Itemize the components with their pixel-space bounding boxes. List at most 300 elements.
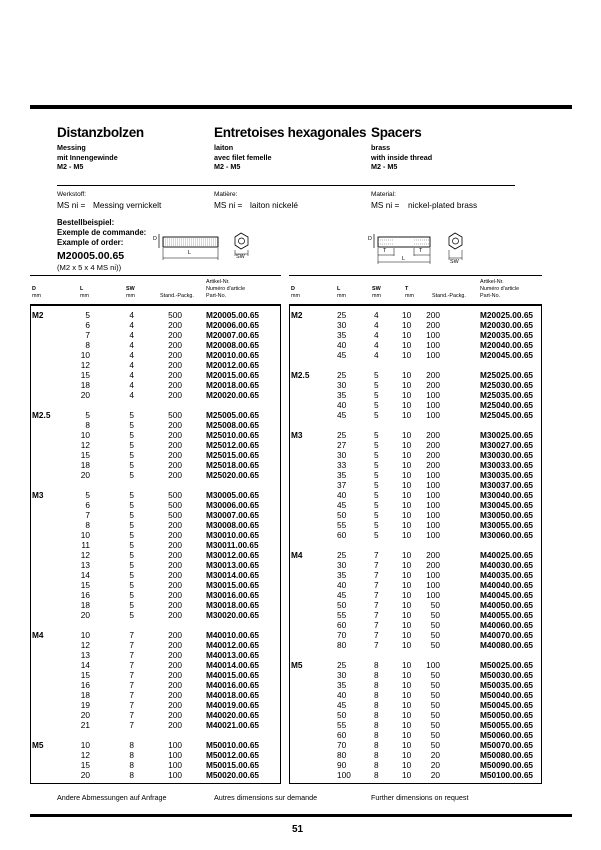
table-row (30, 501, 279, 509)
width-across-flats-cell: 5 (374, 520, 379, 530)
article-number-cell: M40018.00.65 (206, 690, 260, 700)
thread-depth-cell: 10 (402, 520, 412, 530)
article-number-cell: M40045.00.65 (480, 590, 534, 600)
width-across-flats-cell: 8 (374, 770, 379, 780)
article-number-cell: M30014.00.65 (206, 570, 260, 580)
width-across-flats-cell: 4 (129, 340, 134, 350)
width-across-flats-cell: 5 (129, 540, 134, 550)
pack-qty-cell: 50 (430, 720, 440, 730)
pack-qty-cell: 200 (168, 690, 182, 700)
subtitle-en: brass with inside thread M2 - M5 (371, 143, 433, 172)
article-number-cell: M30035.00.65 (480, 470, 534, 480)
length-cell: 10 (80, 430, 90, 440)
material-label-en: Material: (371, 191, 396, 198)
pack-qty-cell: 200 (168, 460, 182, 470)
thread-size-cell: M4 (291, 550, 303, 560)
pack-qty-cell: 200 (168, 720, 182, 730)
thread-size-cell: M2.5 (291, 370, 310, 380)
article-number-cell: M25018.00.65 (206, 460, 260, 470)
thread-size-cell: M3 (32, 490, 44, 500)
table-row (30, 401, 279, 409)
article-number-cell: M50030.00.65 (480, 670, 534, 680)
material-desc-fr: laiton nickelé (250, 200, 298, 210)
article-number-cell: M30015.00.65 (206, 580, 260, 590)
thread-depth-cell: 10 (402, 550, 412, 560)
length-cell: 18 (80, 460, 90, 470)
table-row (289, 621, 540, 629)
width-across-flats-cell: 5 (129, 450, 134, 460)
left-table-body (30, 311, 279, 781)
article-number-cell: M25012.00.65 (206, 440, 260, 450)
length-cell: 40 (337, 690, 347, 700)
table-row (289, 361, 540, 369)
article-number-cell: M30027.00.65 (480, 440, 534, 450)
length-cell: 14 (80, 660, 90, 670)
width-across-flats-cell: 7 (129, 630, 134, 640)
pack-qty-cell: 200 (168, 650, 182, 660)
length-cell: 10 (80, 530, 90, 540)
article-number-cell: M30016.00.65 (206, 590, 260, 600)
table-row (289, 771, 540, 779)
thread-depth-cell: 10 (402, 610, 412, 620)
width-across-flats-cell: 5 (129, 460, 134, 470)
length-cell: 8 (85, 420, 90, 430)
dim-sw-label: SW (236, 254, 245, 260)
table-row (30, 551, 279, 559)
pack-qty-cell: 100 (426, 410, 440, 420)
article-number-cell: M50040.00.65 (480, 690, 534, 700)
pack-qty-cell: 200 (168, 380, 182, 390)
thread-depth-cell: 10 (402, 320, 412, 330)
order-example: Bestellbeispiel: Exemple de commande: Example of order: (57, 218, 147, 247)
pack-qty-cell: 100 (426, 530, 440, 540)
width-across-flats-cell: 5 (374, 450, 379, 460)
length-cell: 40 (337, 580, 347, 590)
pack-qty-cell: 200 (168, 680, 182, 690)
width-across-flats-cell: 8 (374, 730, 379, 740)
thread-depth-cell: 10 (402, 510, 412, 520)
width-across-flats-cell: 4 (129, 390, 134, 400)
thread-size-cell: M4 (32, 630, 44, 640)
pack-qty-cell: 200 (168, 430, 182, 440)
length-cell: 40 (337, 490, 347, 500)
pack-qty-cell: 200 (168, 640, 182, 650)
table-row (30, 391, 279, 399)
table-row (289, 501, 540, 509)
pack-qty-cell: 50 (430, 710, 440, 720)
article-number-cell: M30045.00.65 (480, 500, 534, 510)
length-cell: 13 (80, 560, 90, 570)
footer-note-en: Further dimensions on request (371, 793, 469, 802)
width-across-flats-cell: 7 (129, 660, 134, 670)
article-number-cell: M30008.00.65 (206, 520, 260, 530)
width-across-flats-cell: 8 (374, 660, 379, 670)
pack-qty-cell: 100 (426, 470, 440, 480)
thread-depth-cell: 10 (402, 410, 412, 420)
thread-depth-cell: 10 (402, 740, 412, 750)
pack-qty-cell: 500 (168, 490, 182, 500)
pack-qty-cell: 200 (426, 380, 440, 390)
length-cell: 14 (80, 570, 90, 580)
pack-qty-cell: 100 (426, 590, 440, 600)
width-across-flats-cell: 7 (374, 600, 379, 610)
material-desc-de: Messing vernickelt (93, 200, 162, 210)
article-number-cell: M50020.00.65 (206, 770, 260, 780)
left-col-sw-unit: mm (126, 293, 135, 299)
article-number-cell: M20018.00.65 (206, 380, 260, 390)
width-across-flats-cell: 5 (374, 480, 379, 490)
table-row (30, 581, 279, 589)
width-across-flats-cell: 5 (374, 410, 379, 420)
pack-qty-cell: 100 (426, 660, 440, 670)
left-col-sw: SW (126, 286, 135, 292)
material-label-fr: Matière: (214, 191, 238, 198)
thread-depth-cell: 10 (402, 330, 412, 340)
width-across-flats-cell: 7 (129, 670, 134, 680)
article-number-cell: M25008.00.65 (206, 420, 260, 430)
width-across-flats-cell: 5 (374, 430, 379, 440)
article-number-cell: M20008.00.65 (206, 340, 260, 350)
length-cell: 45 (337, 350, 347, 360)
width-across-flats-cell: 7 (374, 620, 379, 630)
pack-qty-cell: 50 (430, 610, 440, 620)
pack-qty-cell: 200 (168, 420, 182, 430)
pack-qty-cell: 200 (168, 530, 182, 540)
table-row (289, 561, 540, 569)
pack-qty-cell: 50 (430, 680, 440, 690)
table-row (30, 311, 279, 319)
length-cell: 70 (337, 630, 347, 640)
width-across-flats-cell: 5 (129, 510, 134, 520)
width-across-flats-cell: 7 (129, 700, 134, 710)
length-cell: 30 (337, 320, 347, 330)
pack-qty-cell: 50 (430, 740, 440, 750)
table-row (289, 401, 540, 409)
right-table-body (289, 311, 540, 781)
dim-l-label: L (188, 250, 191, 256)
table-row (289, 731, 540, 739)
pack-qty-cell: 500 (168, 410, 182, 420)
article-number-cell: M50050.00.65 (480, 710, 534, 720)
length-cell: 5 (85, 490, 90, 500)
width-across-flats-cell: 5 (129, 470, 134, 480)
table-row (30, 711, 279, 719)
thread-depth-cell: 10 (402, 600, 412, 610)
thread-depth-cell: 10 (402, 350, 412, 360)
right-col-t: T (405, 286, 409, 292)
width-across-flats-cell: 5 (374, 440, 379, 450)
table-row (30, 691, 279, 699)
length-cell: 90 (337, 760, 347, 770)
length-cell: 20 (80, 390, 90, 400)
length-cell: 45 (337, 410, 347, 420)
pack-qty-cell: 50 (430, 700, 440, 710)
pack-qty-cell: 100 (426, 340, 440, 350)
length-cell: 20 (80, 710, 90, 720)
article-number-cell: M40014.00.65 (206, 660, 260, 670)
article-number-cell: M40055.00.65 (480, 610, 534, 620)
left-article-header: Artikel-Nr. Numéro d'article Part-No. (206, 279, 246, 300)
table-row (289, 471, 540, 479)
length-cell: 33 (337, 460, 347, 470)
article-number-cell: M50025.00.65 (480, 660, 534, 670)
pack-qty-cell: 200 (168, 570, 182, 580)
thread-depth-cell: 10 (402, 460, 412, 470)
pack-qty-cell: 50 (430, 620, 440, 630)
length-cell: 60 (337, 620, 347, 630)
thread-depth-cell: 10 (402, 310, 412, 320)
width-across-flats-cell: 5 (374, 470, 379, 480)
pack-qty-cell: 100 (426, 510, 440, 520)
width-across-flats-cell: 5 (129, 580, 134, 590)
material-desc-en: nickel-plated brass (408, 200, 478, 210)
right-col-pack: Stand.-Packg. (432, 293, 466, 299)
length-cell: 50 (337, 710, 347, 720)
length-cell: 50 (337, 510, 347, 520)
title-en: Spacers (371, 125, 422, 140)
pack-qty-cell: 20 (430, 750, 440, 760)
article-number-cell: M50055.00.65 (480, 720, 534, 730)
thread-depth-cell: 10 (402, 500, 412, 510)
article-number-cell: M40025.00.65 (480, 550, 534, 560)
footer-note-de: Andere Abmessungen auf Anfrage (57, 793, 167, 802)
width-across-flats-cell: 8 (374, 750, 379, 760)
length-cell: 70 (337, 740, 347, 750)
page-number: 51 (292, 824, 304, 835)
length-cell: 13 (80, 650, 90, 660)
table-row (30, 621, 279, 629)
pack-qty-cell: 200 (426, 430, 440, 440)
thread-depth-cell: 10 (402, 480, 412, 490)
table-row (289, 321, 540, 329)
top-rule (30, 105, 572, 109)
pack-qty-cell: 100 (426, 350, 440, 360)
pack-qty-cell: 200 (168, 440, 182, 450)
length-cell: 15 (80, 450, 90, 460)
table-row (30, 381, 279, 389)
length-cell: 7 (85, 330, 90, 340)
length-cell: 80 (337, 640, 347, 650)
article-number-cell: M30050.00.65 (480, 510, 534, 520)
table-row (30, 341, 279, 349)
table-row (289, 641, 540, 649)
width-across-flats-cell: 8 (374, 740, 379, 750)
width-across-flats-cell: 4 (129, 360, 134, 370)
length-cell: 25 (337, 370, 347, 380)
width-across-flats-cell: 5 (129, 610, 134, 620)
pack-qty-cell: 100 (426, 500, 440, 510)
thread-depth-cell: 10 (402, 700, 412, 710)
article-number-cell: M25020.00.65 (206, 470, 260, 480)
width-across-flats-cell: 5 (374, 370, 379, 380)
length-cell: 6 (85, 320, 90, 330)
thread-depth-cell: 10 (402, 690, 412, 700)
pack-qty-cell: 200 (168, 630, 182, 640)
article-number-cell: M25015.00.65 (206, 450, 260, 460)
width-across-flats-cell: 7 (374, 570, 379, 580)
width-across-flats-cell: 4 (129, 320, 134, 330)
width-across-flats-cell: 5 (129, 490, 134, 500)
length-cell: 40 (337, 400, 347, 410)
length-cell: 8 (85, 340, 90, 350)
article-number-cell: M25035.00.65 (480, 390, 534, 400)
left-col-d: D (32, 286, 36, 292)
thread-depth-cell: 10 (402, 620, 412, 630)
table-row (289, 411, 540, 419)
width-across-flats-cell: 4 (374, 310, 379, 320)
table-row (289, 371, 540, 379)
article-number-cell: M30010.00.65 (206, 530, 260, 540)
article-number-cell: M30011.00.65 (206, 540, 259, 550)
thread-depth-cell: 10 (402, 530, 412, 540)
article-number-cell: M20010.00.65 (206, 350, 260, 360)
thread-depth-cell: 10 (402, 630, 412, 640)
article-number-cell: M40020.00.65 (206, 710, 260, 720)
thread-depth-cell: 10 (402, 370, 412, 380)
pack-qty-cell: 200 (168, 540, 182, 550)
length-cell: 18 (80, 600, 90, 610)
left-col-l-unit: mm (80, 293, 89, 299)
pack-qty-cell: 200 (168, 450, 182, 460)
width-across-flats-cell: 7 (129, 720, 134, 730)
right-col-t-unit: mm (405, 293, 414, 299)
table-row (30, 321, 279, 329)
order-spec: (M2 x 5 x 4 MS ni)) (57, 263, 122, 272)
pack-qty-cell: 50 (430, 670, 440, 680)
article-number-cell: M40035.00.65 (480, 570, 534, 580)
pack-qty-cell: 200 (168, 710, 182, 720)
article-number-cell: M30013.00.65 (206, 560, 260, 570)
article-number-cell: M30012.00.65 (206, 550, 260, 560)
article-number-cell: M25010.00.65 (206, 430, 260, 440)
pack-qty-cell: 50 (430, 690, 440, 700)
pack-qty-cell: 500 (168, 510, 182, 520)
pack-qty-cell: 500 (168, 310, 182, 320)
width-across-flats-cell: 5 (129, 420, 134, 430)
pack-qty-cell: 50 (430, 730, 440, 740)
length-cell: 20 (80, 470, 90, 480)
width-across-flats-cell: 4 (374, 320, 379, 330)
length-cell: 35 (337, 570, 347, 580)
table-row (30, 421, 279, 429)
pack-qty-cell: 200 (168, 580, 182, 590)
article-number-cell: M25030.00.65 (480, 380, 534, 390)
thread-depth-cell: 10 (402, 560, 412, 570)
table-row (30, 521, 279, 529)
width-across-flats-cell: 5 (129, 530, 134, 540)
right-col-d: D (291, 286, 295, 292)
right-col-sw: SW (372, 286, 381, 292)
table-row (30, 531, 279, 539)
pack-qty-cell: 200 (426, 370, 440, 380)
table-row (30, 671, 279, 679)
width-across-flats-cell: 8 (129, 750, 134, 760)
left-col-l: L (80, 286, 84, 292)
thread-depth-cell: 10 (402, 660, 412, 670)
pack-qty-cell: 200 (168, 590, 182, 600)
table-row (30, 361, 279, 369)
width-across-flats-cell: 7 (374, 630, 379, 640)
length-cell: 16 (80, 680, 90, 690)
table-row (289, 531, 540, 539)
length-cell: 5 (85, 410, 90, 420)
length-cell: 10 (80, 630, 90, 640)
table-row (289, 611, 540, 619)
width-across-flats-cell: 7 (129, 680, 134, 690)
material-code-en: MS ni = (371, 200, 400, 210)
article-number-cell: M20012.00.65 (206, 360, 260, 370)
article-number-cell: M50010.00.65 (206, 740, 260, 750)
table-row (30, 651, 279, 659)
article-number-cell: M50090.00.65 (480, 760, 534, 770)
width-across-flats-cell: 7 (374, 580, 379, 590)
length-cell: 37 (337, 480, 347, 490)
table-row (289, 581, 540, 589)
pack-qty-cell: 200 (168, 560, 182, 570)
thread-depth-cell: 10 (402, 680, 412, 690)
table-row (289, 681, 540, 689)
width-across-flats-cell: 5 (374, 510, 379, 520)
width-across-flats-cell: 8 (129, 770, 134, 780)
table-row (289, 511, 540, 519)
length-cell: 12 (80, 360, 90, 370)
table-row (30, 571, 279, 579)
pack-qty-cell: 200 (168, 470, 182, 480)
material-code-fr: MS ni = (214, 200, 243, 210)
pack-qty-cell: 100 (426, 570, 440, 580)
pack-qty-cell: 500 (168, 500, 182, 510)
thread-size-cell: M3 (291, 430, 303, 440)
title-fr: Entretoises hexagonales (214, 125, 367, 140)
thread-size-cell: M5 (32, 740, 44, 750)
thread-depth-cell: 10 (402, 380, 412, 390)
table-row (30, 681, 279, 689)
pack-qty-cell: 200 (168, 340, 182, 350)
length-cell: 45 (337, 590, 347, 600)
article-number-cell: M30006.00.65 (206, 500, 260, 510)
width-across-flats-cell: 8 (374, 710, 379, 720)
table-row (289, 481, 540, 489)
length-cell: 50 (337, 600, 347, 610)
table-row (289, 751, 540, 759)
article-number-cell: M30005.00.65 (206, 490, 260, 500)
article-number-cell: M40080.00.65 (480, 640, 534, 650)
table-row (289, 431, 540, 439)
right-col-l-unit: mm (337, 293, 346, 299)
length-cell: 18 (80, 380, 90, 390)
length-cell: 35 (337, 470, 347, 480)
left-col-pack: Stand.-Packg. (160, 293, 194, 299)
table-row (289, 591, 540, 599)
article-number-cell: M40019.00.65 (206, 700, 260, 710)
width-across-flats-cell: 8 (374, 700, 379, 710)
table-row (30, 431, 279, 439)
width-across-flats-cell: 7 (129, 640, 134, 650)
table-row (289, 311, 540, 319)
width-across-flats-cell: 5 (374, 490, 379, 500)
dim-d-label: D (368, 236, 372, 242)
width-across-flats-cell: 5 (129, 560, 134, 570)
table-row (30, 441, 279, 449)
article-number-cell: M50045.00.65 (480, 700, 534, 710)
article-number-cell: M50070.00.65 (480, 740, 534, 750)
spacer-drawing-short (150, 226, 262, 266)
width-across-flats-cell: 5 (129, 550, 134, 560)
pack-qty-cell: 100 (426, 480, 440, 490)
width-across-flats-cell: 4 (129, 370, 134, 380)
article-number-cell: M30030.00.65 (480, 450, 534, 460)
pack-qty-cell: 200 (426, 310, 440, 320)
